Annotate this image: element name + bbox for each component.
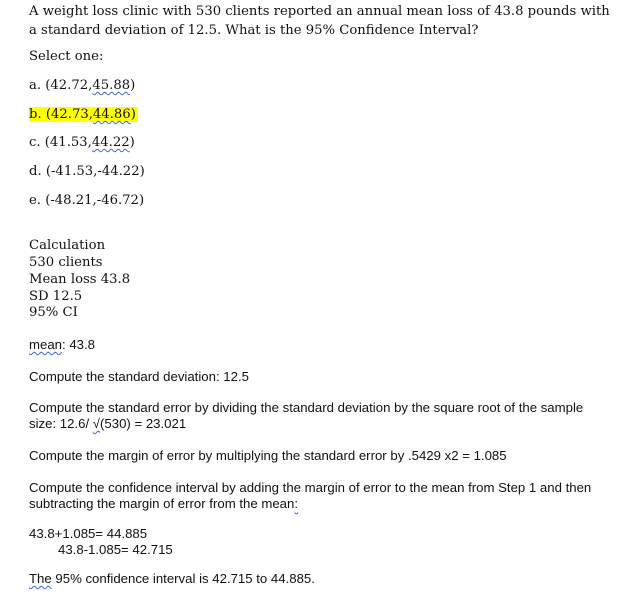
option-c-underlined: 44.22 xyxy=(91,135,130,150)
option-a[interactable] xyxy=(29,77,135,94)
step-moe: Compute the margin of error by multiplying the standard error by .5429 x2 = 1.085 xyxy=(29,448,507,463)
option-e[interactable] xyxy=(29,192,144,209)
option-a-underlined: 45.88 xyxy=(92,78,131,93)
result-rest: 95% confidence interval is 42.715 to 44.885. xyxy=(51,571,315,586)
step-ci xyxy=(29,480,604,512)
step-mean xyxy=(29,336,95,353)
calc-mean-loss: Mean loss 43.8 xyxy=(29,272,131,287)
select-one-label: Select one: xyxy=(29,49,104,64)
question-text: A weight loss clinic with 530 clients reported an annual mean loss of 43.8 pounds with a standard deviation of 12.5. What is the 95% Confidence Interval? xyxy=(29,4,610,38)
calc-sd: SD 12.5 xyxy=(29,289,83,304)
option-c-suffix: ) xyxy=(129,135,135,150)
option-d[interactable] xyxy=(29,163,145,180)
ci-text-colon: : xyxy=(294,496,299,511)
calc-clients: 530 clients xyxy=(29,255,103,270)
upper-bound: 43.8+1.085= 44.885 xyxy=(29,526,148,541)
result-line xyxy=(29,570,315,587)
option-e-text: e. (-48.21,-46.72) xyxy=(29,193,145,208)
mean-rest: : 43.8 xyxy=(62,337,95,352)
ci-text-a: Compute the confidence interval by adding the margin of error to the mean from Step 1 and then subtracting the margin of error from the mean xyxy=(29,480,592,511)
calc-heading: Calculation xyxy=(29,238,106,253)
option-b[interactable] xyxy=(29,106,138,123)
step-se xyxy=(29,400,604,432)
calc-ci: 95% CI xyxy=(29,305,78,320)
option-a-prefix: a. (42.72, xyxy=(29,78,93,93)
se-text-a: Compute the standard error by dividing the standard deviation by the square root of the sample size: 12.6/ xyxy=(29,400,584,431)
option-a-suffix: ) xyxy=(130,78,136,93)
option-b-prefix: b. (42.73, xyxy=(29,107,93,122)
option-b-highlight xyxy=(29,107,138,122)
lower-bound: 43.8-1.085= 42.715 xyxy=(58,542,173,557)
mean-word: mean xyxy=(29,337,62,352)
option-b-suffix: ) xyxy=(130,107,136,122)
result-word: The xyxy=(29,571,52,586)
se-sqrt-symbol: √ xyxy=(92,416,101,431)
option-c-prefix: c. (41.53, xyxy=(29,135,92,150)
step-sd: Compute the standard deviation: 12.5 xyxy=(29,369,249,384)
option-c[interactable] xyxy=(29,134,135,151)
option-b-underlined: 44.86 xyxy=(92,107,131,122)
option-d-text: d. (-41.53,-44.22) xyxy=(29,164,145,179)
se-text-b: (530) = 23.021 xyxy=(100,416,187,431)
